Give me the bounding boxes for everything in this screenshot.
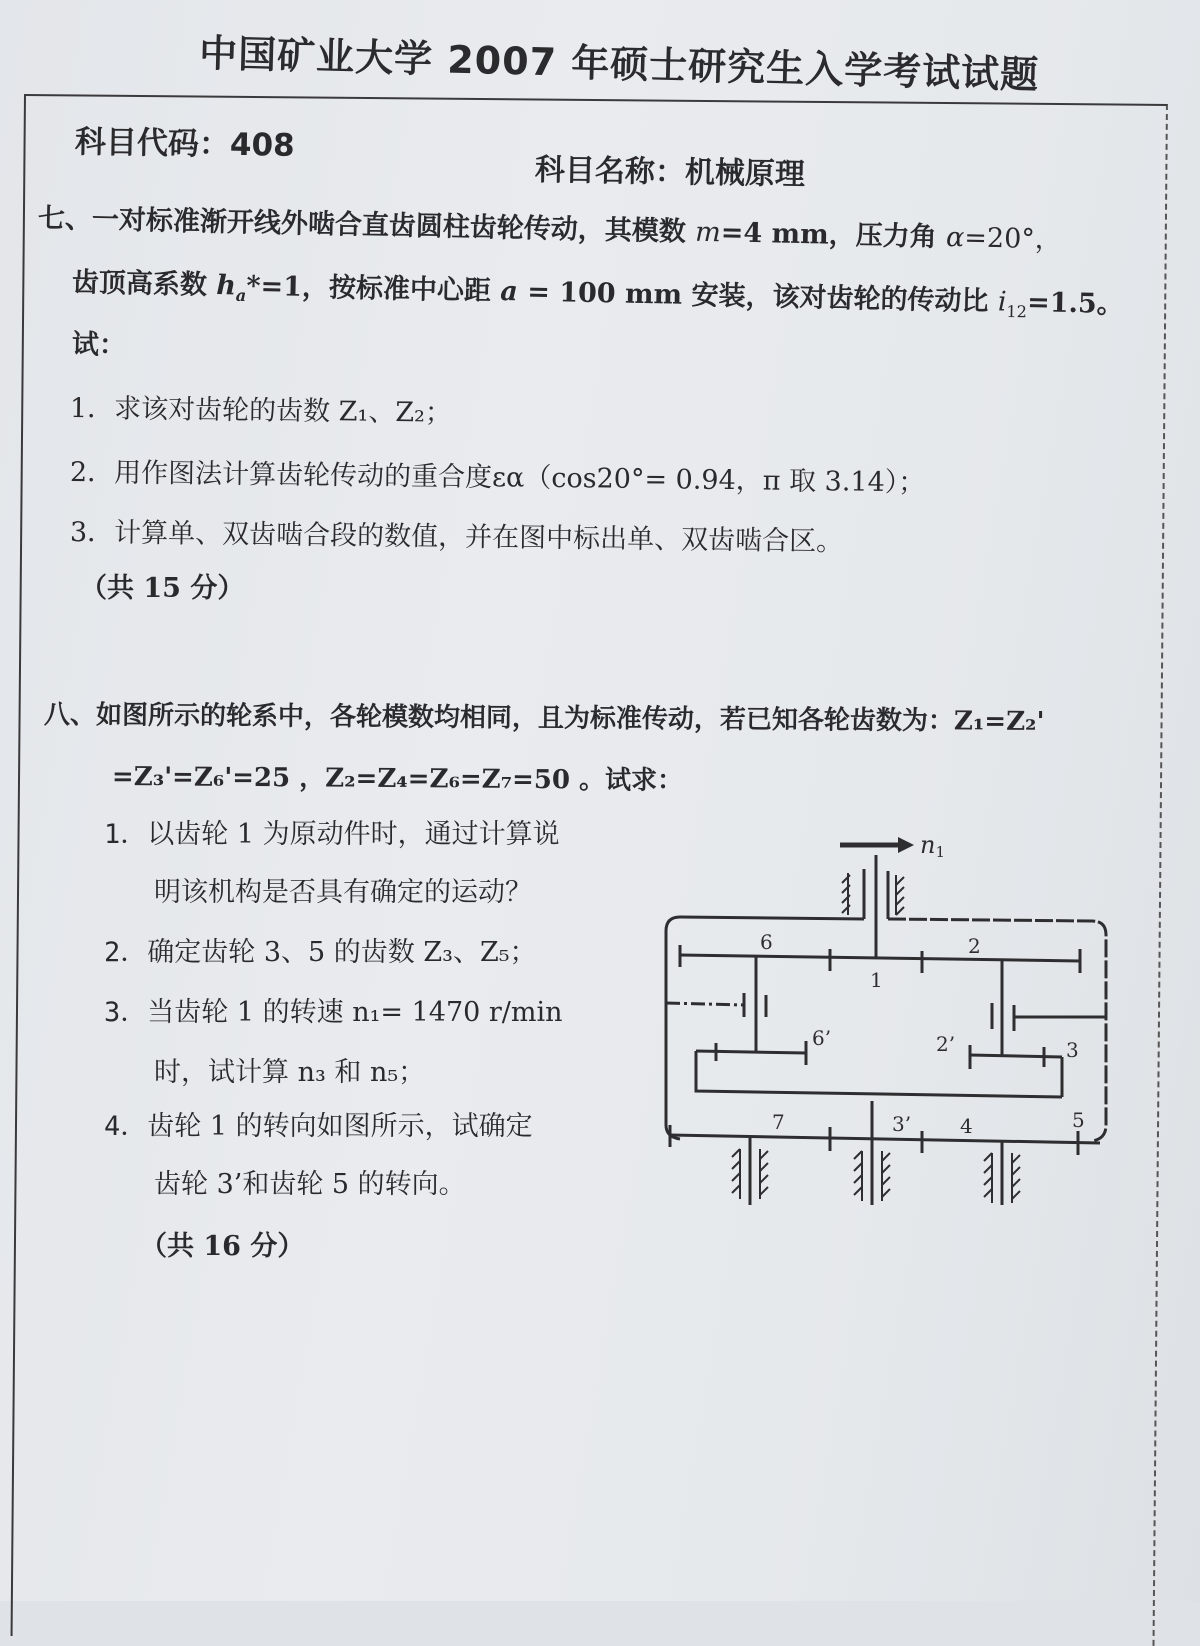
q7-text: 一对标准渐开线外啮合直齿圆柱齿轮传动，其模数 bbox=[91, 204, 687, 248]
gear-label-5: 5 bbox=[1072, 1108, 1085, 1132]
a-value: = 100 mm 安装，该对齿轮的传动比 bbox=[526, 276, 989, 318]
alpha-symbol: α bbox=[945, 222, 965, 254]
bearing-hatch-icon bbox=[732, 1149, 1020, 1203]
q8-number: 八、 bbox=[43, 700, 97, 731]
item-number: 1． bbox=[104, 819, 148, 850]
module-value: =4 mm，压力角 bbox=[720, 217, 938, 253]
gear-label-7: 7 bbox=[772, 1110, 785, 1134]
gear-label-6-prime: 6’ bbox=[812, 1026, 832, 1050]
i-symbol: i bbox=[997, 286, 1007, 318]
gear-label-2: 2 bbox=[968, 934, 981, 958]
item-text: 以齿轮 1 为原动件时，通过计算说 bbox=[147, 819, 560, 850]
a-symbol: a bbox=[500, 275, 519, 308]
alpha-value: =20°， bbox=[964, 222, 1063, 256]
item-text: 确定齿轮 3、5 的齿数 Z₃、Z₅； bbox=[147, 937, 537, 968]
item-text: 计算单、双齿啮合段的数值，并在图中标出单、双齿啮合区。 bbox=[113, 517, 844, 558]
q8-item-1 bbox=[104, 812, 560, 851]
q7-number: 七、 bbox=[37, 203, 93, 236]
item-number: 1． bbox=[69, 393, 115, 425]
q8-score: （共 16 分） bbox=[140, 1231, 305, 1262]
q7-line3: 试： bbox=[71, 329, 127, 362]
subject-name-value: 机械原理 bbox=[684, 155, 806, 193]
ha-value: *=1，按标准中心距 bbox=[246, 270, 492, 307]
bearing-hatch-icon bbox=[842, 873, 904, 915]
item-number: 2． bbox=[69, 457, 115, 489]
i-value: =1.5。 bbox=[1026, 287, 1125, 321]
item-number: 2． bbox=[104, 937, 148, 968]
gear-label-2-prime: 2’ bbox=[936, 1032, 956, 1056]
q8-item-3 bbox=[104, 990, 563, 1029]
speed-label: n1 bbox=[920, 831, 946, 861]
item-number: 3． bbox=[69, 517, 115, 549]
subject-code bbox=[75, 116, 295, 165]
ha-symbol: h bbox=[216, 270, 237, 302]
q8-item-1-cont: 明该机构是否具有确定的运动？ bbox=[154, 877, 532, 908]
q8-item-2 bbox=[104, 930, 537, 969]
gear-label-3-prime: 3’ bbox=[892, 1112, 912, 1136]
subject-code-label: 科目代码： bbox=[74, 124, 231, 163]
gear-label-1: 1 bbox=[870, 968, 883, 992]
q8-line1 bbox=[44, 694, 1045, 738]
item-number: 3． bbox=[104, 997, 148, 1028]
q8-text: 如图所示的轮系中，各轮模数均相同，且为标准传动，若已知各轮齿数为：Z₁=Z₂' bbox=[95, 700, 1045, 737]
gear-label-3: 3 bbox=[1066, 1038, 1079, 1062]
q7-text: 齿顶高系数 bbox=[71, 267, 208, 301]
ha-subscript: a bbox=[235, 285, 247, 306]
q8-item-4-cont: 齿轮 3’和齿轮 5 的转向。 bbox=[154, 1169, 466, 1200]
exam-title: 中国矿业大学 2007 年硕士研究生入学考试试题 bbox=[198, 30, 1040, 97]
i-subscript: 12 bbox=[1006, 301, 1028, 322]
item-text: 齿轮 1 的转向如图所示，试确定 bbox=[147, 1111, 533, 1142]
q8-item-3-cont: 时，试计算 n₃ 和 n₅； bbox=[154, 1057, 426, 1088]
subject-code-value: 408 bbox=[229, 126, 295, 164]
q7-item-1 bbox=[70, 386, 452, 430]
subject-name bbox=[535, 145, 806, 194]
rotation-arrow-icon bbox=[840, 837, 914, 853]
gear-train-diagram bbox=[640, 825, 1120, 1215]
subject-name-label: 科目名称： bbox=[534, 152, 686, 191]
q8-item-4 bbox=[104, 1104, 533, 1143]
q7-score: （共 15 分） bbox=[80, 573, 245, 604]
module-symbol: m bbox=[694, 216, 722, 249]
gear-label-6: 6 bbox=[760, 930, 773, 954]
item-text: 求该对齿轮的齿数 Z₁、Z₂； bbox=[113, 393, 453, 429]
item-number: 4． bbox=[104, 1111, 148, 1142]
gear-label-4: 4 bbox=[960, 1114, 973, 1138]
item-text: 当齿轮 1 的转速 n₁= 1470 r/min bbox=[147, 997, 563, 1028]
item-text: 用作图法计算齿轮传动的重合度εα（cos20°= 0.94，π 取 3.14）； bbox=[113, 457, 926, 499]
q8-line2: =Z₃'=Z₆'=25 ，Z₂=Z₄=Z₆=Z₇=50 。试求： bbox=[111, 762, 684, 796]
